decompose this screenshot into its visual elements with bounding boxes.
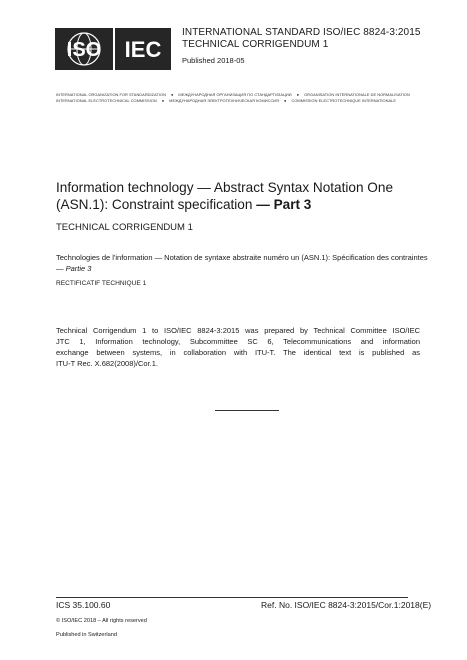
french-title-main: Technologies de l'information — Notation de syntaxe abstraite numéro un (ASN.1): Spécification des contraintes [56, 253, 428, 262]
corrigendum-designation: TECHNICAL CORRIGENDUM 1 [182, 39, 329, 50]
statement-line: JTC 1, Information technology, Subcommittee SC 6, Telecommunications and information [56, 337, 420, 346]
iec-logo-text: IEC [124, 37, 162, 62]
french-title-part: — Partie 3 [56, 264, 92, 273]
title-line-1: Information technology — Abstract Syntax Notation One [56, 180, 394, 195]
ics-code: ICS 35.100.60 [56, 600, 111, 610]
footer-rule [56, 597, 408, 598]
bullet-icon: ● [161, 98, 165, 103]
reference-number: Ref. No. ISO/IEC 8824-3:2015/Cor.1:2018(E) [261, 600, 432, 610]
statement-line: exchange between systems, in collaboration with ITU-T. The identical text is published as [56, 348, 420, 357]
copyright-notice: © ISO/IEC 2018 – All rights reserved [56, 618, 147, 624]
published-date: Published 2018-05 [182, 56, 245, 65]
org-iec-fr: COMMISSION ELECTROTECHNIQUE INTERNATIONALE [291, 98, 396, 103]
bullet-icon: ● [296, 92, 300, 97]
statement-line: ITU-T Rec. X.682(2008)/Cor.1. [56, 359, 158, 368]
statement-line: Technical Corrigendum 1 to ISO/IEC 8824-3:2015 was prepared by Technical Committee ISO/IEC [56, 326, 420, 335]
corrigendum-statement [56, 325, 420, 369]
french-title [56, 252, 451, 274]
iec-logo [115, 28, 171, 70]
iso-logo-text: ISO [66, 39, 102, 61]
iso-iec-logo [55, 28, 171, 70]
separator-line [215, 410, 279, 411]
standard-designation: INTERNATIONAL STANDARD ISO/IEC 8824-3:2015 [182, 27, 421, 38]
bullet-icon: ● [170, 92, 174, 97]
org-iec-en: INTERNATIONAL ELECTROTECHNICAL COMMISSION [56, 98, 157, 103]
publication-place: Published in Switzerland [56, 632, 117, 638]
bullet-icon: ● [284, 98, 287, 103]
org-iso-en: INTERNATIONAL ORGANIZATION FOR STANDARDIZATION [56, 92, 166, 97]
org-iso-ru: МЕЖДУНАРОДНАЯ ОРГАНИЗАЦИЯ ПО СТАНДАРТИЗАЦИИ [178, 92, 292, 97]
rectificatif-label: RECTIFICATIF TECHNIQUE 1 [56, 280, 147, 287]
title-line-2: (ASN.1): Constraint specification [56, 196, 253, 212]
org-names-line-1 [56, 92, 410, 97]
corrigendum-label: TECHNICAL CORRIGENDUM 1 [56, 222, 193, 233]
org-iso-fr: ORGANISATION INTERNATIONALE DE NORMALISATION [304, 92, 410, 97]
title-part: — Part 3 [252, 196, 312, 212]
org-iec-ru: МЕЖДУНАРОДНАЯ ЭЛЕКТРОТЕХНИЧЕСКАЯ КОМИССИЯ [169, 98, 280, 103]
org-names-line-2 [56, 98, 396, 103]
document-title [56, 180, 416, 213]
iso-logo [55, 28, 113, 70]
